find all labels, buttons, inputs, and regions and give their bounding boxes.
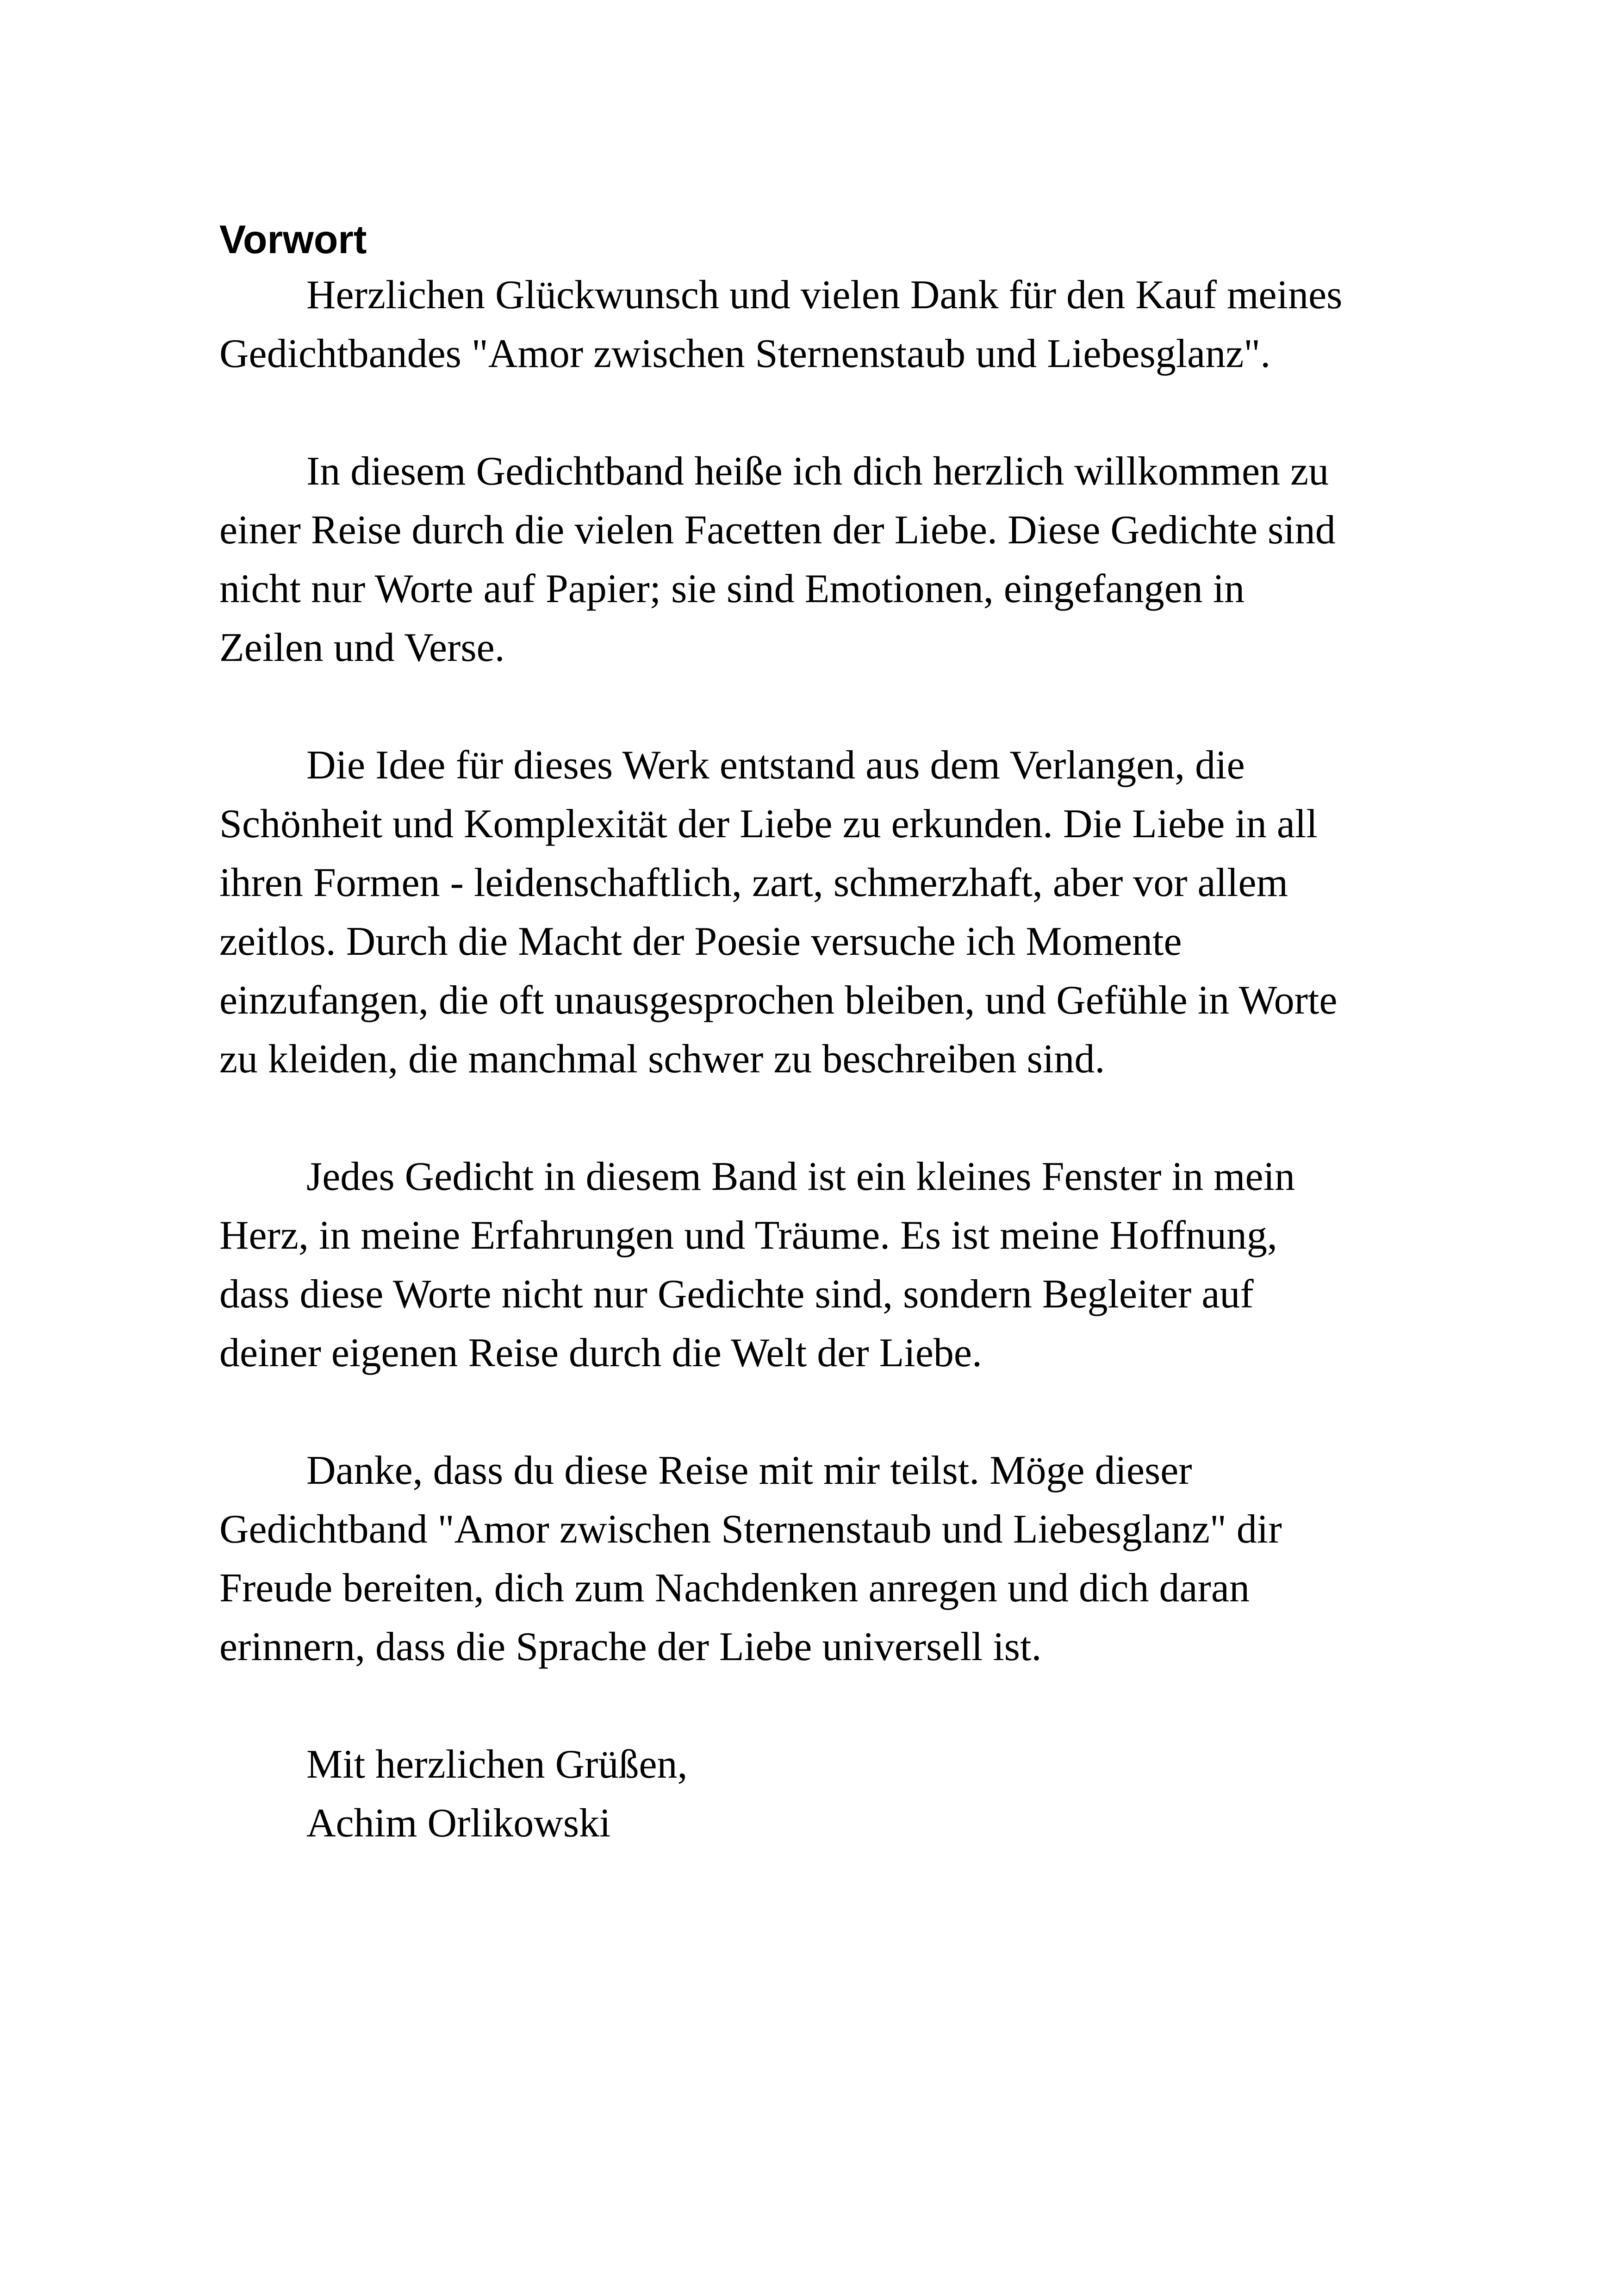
signoff [219,1735,1404,1853]
paragraph-4 [219,1147,1404,1382]
greeting-line: Mit herzlichen Grüßen, [306,1742,688,1787]
text-line: zu kleiden, die manchmal schwer zu beschreiben sind. [219,1037,1105,1082]
text-line: zeitlos. Durch die Macht der Poesie versuche ich Momente [219,919,1182,964]
text-line: Gedichtband "Amor zwischen Sternenstaub und Liebesglanz" dir [219,1507,1282,1552]
text-line: Herzlichen Glückwunsch und vielen Dank für den Kauf meines [306,273,1343,317]
text-line: Jedes Gedicht in diesem Band ist ein kleines Fenster in mein [306,1154,1295,1199]
text-line: einzufangen, die oft unausgesprochen bleiben, und Gefühle in Worte [219,978,1338,1023]
paragraph-3 [219,736,1404,1089]
author-name: Achim Orlikowski [306,1801,611,1846]
paragraph-5 [219,1441,1404,1676]
text-line: Herz, in meine Erfahrungen und Träume. Es ist meine Hoffnung, [219,1213,1277,1258]
text-line: einer Reise durch die vielen Facetten der Liebe. Diese Gedichte sind [219,508,1336,553]
text-line: Schönheit und Komplexität der Liebe zu erkunden. Die Liebe in all [219,802,1318,846]
page-title: Vorwort [219,218,367,262]
text-line: deiner eigenen Reise durch die Welt der Liebe. [219,1331,982,1375]
text-line: Gedichtbandes "Amor zwischen Sternenstaub und Liebesglanz". [219,331,1271,376]
text-line: Danke, dass du diese Reise mit mir teilst. Möge dieser [306,1448,1192,1493]
document-body [219,214,1404,1853]
paragraph-2 [219,442,1404,677]
text-line: ihren Formen - leidenschaftlich, zart, schmerzhaft, aber vor allem [219,860,1288,905]
text-line: nicht nur Worte auf Papier; sie sind Emotionen, eingefangen in [219,566,1245,611]
text-line: Zeilen und Verse. [219,625,505,670]
text-line: Die Idee für dieses Werk entstand aus dem Verlangen, die [306,743,1245,788]
text-line: erinnern, dass die Sprache der Liebe universell ist. [219,1624,1042,1669]
text-line: In diesem Gedichtband heiße ich dich herzlich willkommen zu [306,449,1329,494]
text-line: Freude bereiten, dich zum Nachdenken anregen und dich daran [219,1566,1250,1611]
paragraph-1 [219,266,1404,383]
text-line: dass diese Worte nicht nur Gedichte sind, sondern Begleiter auf [219,1272,1254,1317]
